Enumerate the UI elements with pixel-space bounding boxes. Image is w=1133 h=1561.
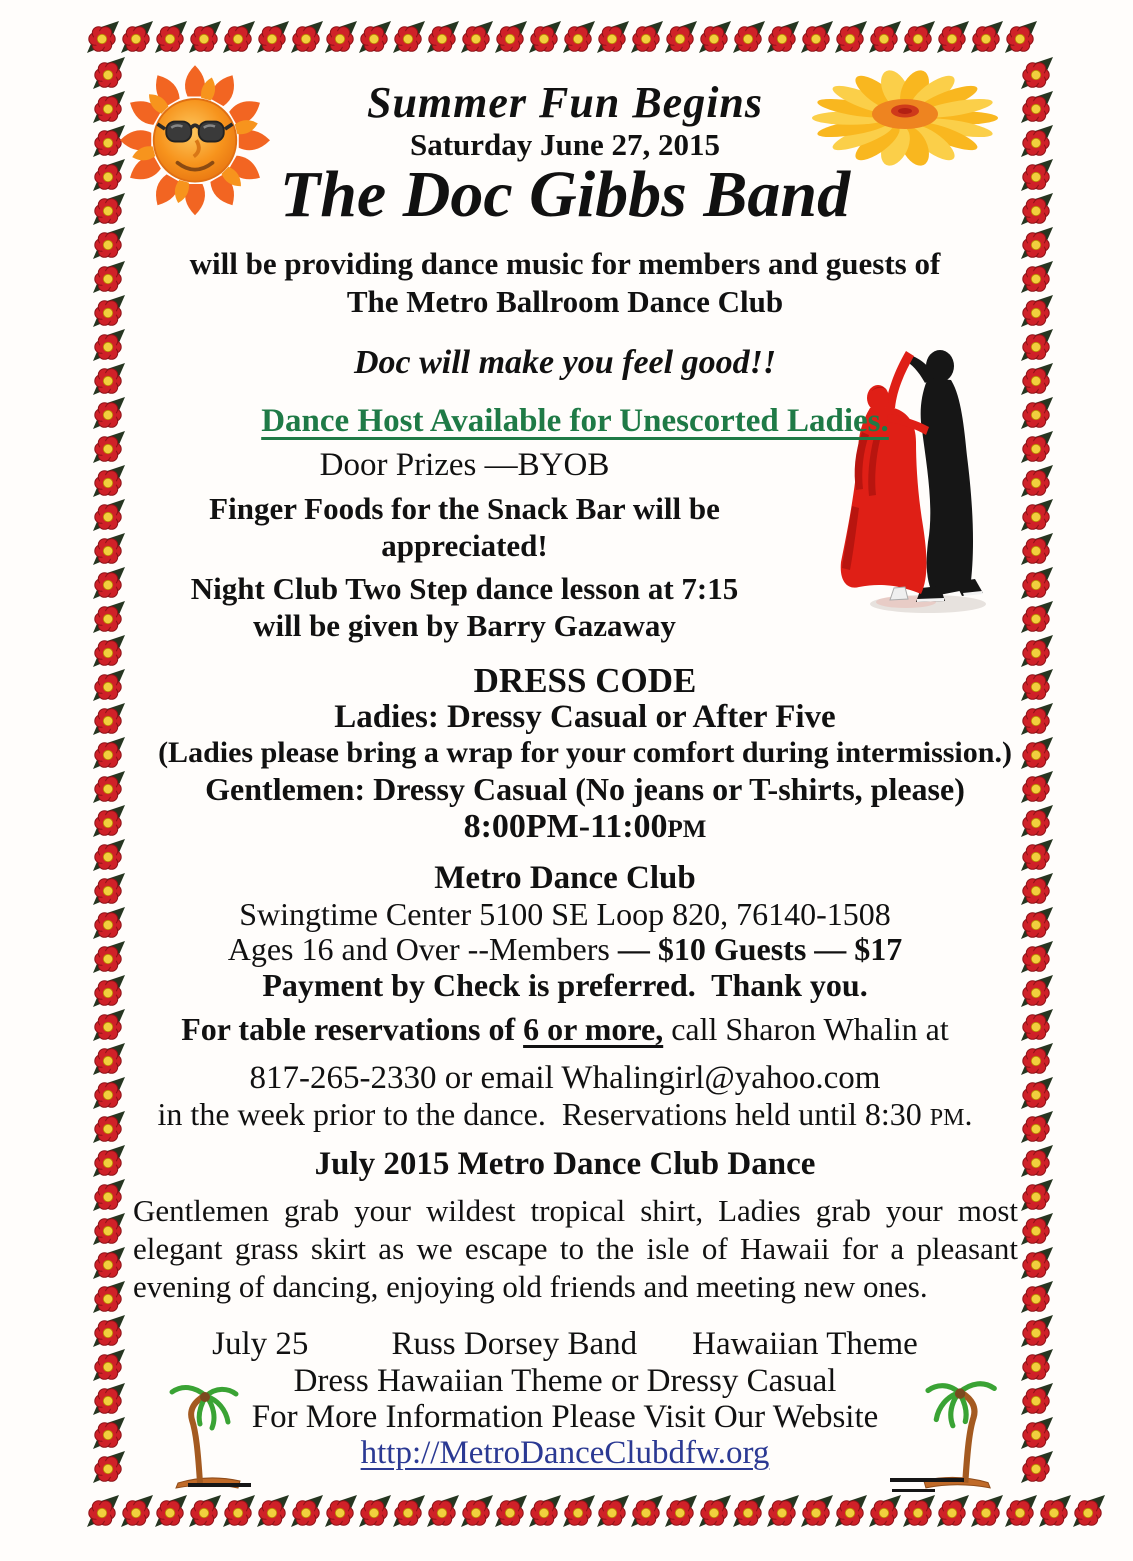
border-flower-icon (596, 20, 630, 54)
border-flower-icon (562, 1494, 596, 1528)
border-flower-icon (732, 1494, 766, 1528)
payment-note: Payment by Check is preferred. Thank you. (262, 967, 868, 1003)
border-flower-icon (188, 1494, 222, 1528)
border-flower-icon (92, 1212, 126, 1246)
border-flower-icon (1020, 532, 1054, 566)
deadline-main: in the week prior to the dance. Reservations held until 8:30 (157, 1096, 930, 1132)
border-flower-icon (528, 20, 562, 54)
dance-lesson-line2: will be given by Barry Gazaway (253, 608, 676, 643)
border-flower-icon (596, 1494, 630, 1528)
reservation-part1: For table reservations of (181, 1011, 524, 1047)
border-flower-icon (1004, 20, 1038, 54)
july-lineup-row (120, 1326, 1010, 1363)
border-flower-icon (1020, 838, 1054, 872)
reservation-party-size: 6 or more, (523, 1011, 664, 1047)
border-flower-icon (392, 20, 426, 54)
border-flower-icon (1020, 1246, 1054, 1280)
border-flower-icon (1020, 498, 1054, 532)
hours-main: 8:00PM-11:00 (463, 808, 668, 845)
border-flower-icon (1020, 1416, 1054, 1450)
border-flower-icon (1020, 1076, 1054, 1110)
border-flower-icon (970, 20, 1004, 54)
border-flower-icon (290, 20, 324, 54)
july-band: Russ Dorsey Band (391, 1326, 638, 1362)
border-bottom (86, 1494, 1106, 1528)
border-flower-icon (698, 1494, 732, 1528)
event-date: Saturday June 27, 2015 (409, 127, 721, 162)
july-dance-heading: July 2015 Metro Dance Club Dance (314, 1146, 816, 1182)
venue-address: Swingtime Center 5100 SE Loop 820, 76140-1508 (239, 896, 891, 932)
border-flower-icon (936, 20, 970, 54)
border-flower-icon (120, 20, 154, 54)
border-flower-icon (902, 20, 936, 54)
border-flower-icon (1020, 396, 1054, 430)
band-name-title: The Doc Gibbs Band (279, 158, 851, 231)
border-flower-icon (1020, 56, 1054, 90)
july-theme: Hawaiian Theme (692, 1326, 918, 1362)
border-flower-icon (1020, 362, 1054, 396)
border-flower-icon (426, 1494, 460, 1528)
border-flower-icon (868, 20, 902, 54)
ground-line-right-short (892, 1489, 935, 1492)
border-flower-icon (92, 396, 126, 430)
ground-line-right-long (890, 1478, 964, 1482)
border-flower-icon (1020, 906, 1054, 940)
dress-code-ladies: Ladies: Dressy Casual or After Five (334, 699, 836, 735)
border-flower-icon (256, 20, 290, 54)
reservation-instructions (120, 1012, 1010, 1048)
border-right (1020, 56, 1054, 1484)
border-flower-icon (1020, 1450, 1054, 1484)
hours-suffix: PM (667, 816, 707, 843)
border-flower-icon (358, 1494, 392, 1528)
border-flower-icon (86, 20, 120, 54)
border-flower-icon (1020, 974, 1054, 1008)
border-flower-icon (188, 20, 222, 54)
border-flower-icon (562, 20, 596, 54)
border-flower-icon (92, 702, 126, 736)
border-flower-icon (92, 464, 126, 498)
dress-code-heading: DRESS CODE (473, 661, 697, 700)
border-flower-icon (154, 20, 188, 54)
july-dress-line: Dress Hawaiian Theme or Dressy Casual (293, 1363, 837, 1399)
border-flower-icon (630, 20, 664, 54)
border-flower-icon (936, 1494, 970, 1528)
border-flower-icon (358, 20, 392, 54)
border-flower-icon (1072, 1494, 1106, 1528)
border-flower-icon (1020, 294, 1054, 328)
border-flower-icon (92, 736, 126, 770)
border-flower-icon (120, 1494, 154, 1528)
border-flower-icon (902, 1494, 936, 1528)
border-flower-icon (1020, 1110, 1054, 1144)
feel-good-slogan: Doc will make you feel good!! (353, 344, 777, 381)
prices-text: — $10 Guests — $17 (617, 931, 903, 967)
border-flower-icon (732, 20, 766, 54)
border-flower-icon (460, 1494, 494, 1528)
border-flower-icon (1004, 1494, 1038, 1528)
deadline-period: . (964, 1096, 973, 1132)
reservation-deadline (120, 1097, 1010, 1133)
ages-and-prices (120, 932, 1010, 968)
border-flower-icon (1020, 1280, 1054, 1314)
border-flower-icon (426, 20, 460, 54)
providing-line: will be providing dance music for members and guests of (189, 246, 941, 281)
border-flower-icon (290, 1494, 324, 1528)
border-flower-icon (92, 430, 126, 464)
border-flower-icon (970, 1494, 1004, 1528)
border-top (86, 20, 1038, 54)
border-flower-icon (92, 1246, 126, 1280)
dress-code-wrap-note: (Ladies please bring a wrap for your comfort during intermission.) (158, 736, 1012, 769)
border-flower-icon (92, 634, 126, 668)
border-flower-icon (256, 1494, 290, 1528)
border-flower-icon (1020, 328, 1054, 362)
border-flower-icon (92, 600, 126, 634)
border-flower-icon (460, 20, 494, 54)
border-flower-icon (154, 1494, 188, 1528)
border-flower-icon (92, 1280, 126, 1314)
border-flower-icon (630, 1494, 664, 1528)
border-flower-icon (92, 668, 126, 702)
border-flower-icon (1020, 702, 1054, 736)
border-flower-icon (834, 1494, 868, 1528)
website-prompt: For More Information Please Visit Our Website (251, 1399, 879, 1435)
border-flower-icon (800, 20, 834, 54)
club-name: The Metro Ballroom Dance Club (346, 284, 784, 319)
border-flower-icon (92, 1178, 126, 1212)
border-flower-icon (1020, 1178, 1054, 1212)
border-flower-icon (1020, 566, 1054, 600)
border-flower-icon (222, 20, 256, 54)
ages-text: Ages 16 and Over --Members (227, 931, 618, 967)
border-flower-icon (392, 1494, 426, 1528)
dress-code-gentlemen: Gentlemen: Dressy Casual (No jeans or T-shirts, please) (205, 771, 965, 807)
border-flower-icon (1020, 90, 1054, 124)
border-flower-icon (766, 20, 800, 54)
border-flower-icon (494, 20, 528, 54)
border-flower-icon (664, 1494, 698, 1528)
event-hours (150, 808, 1020, 846)
contact-phone-email: 817-265-2330 or email Whalingirl@yahoo.com (249, 1060, 881, 1096)
border-flower-icon (324, 1494, 358, 1528)
border-flower-icon (1020, 1348, 1054, 1382)
dance-host-notice: Dance Host Available for Unescorted Ladies. (261, 403, 889, 439)
border-flower-icon (1020, 192, 1054, 226)
door-prizes-line: Door Prizes —BYOB (319, 447, 610, 483)
border-flower-icon (800, 1494, 834, 1528)
border-flower-icon (324, 20, 358, 54)
deadline-suffix: PM (929, 1105, 965, 1131)
website-link[interactable]: http://MetroDanceClubdfw.org (360, 1435, 770, 1471)
border-flower-icon (1020, 804, 1054, 838)
border-flower-icon (1020, 1382, 1054, 1416)
border-flower-icon (1020, 1314, 1054, 1348)
border-flower-icon (868, 1494, 902, 1528)
border-flower-icon (1038, 1494, 1072, 1528)
border-flower-icon (92, 770, 126, 804)
border-flower-icon (766, 1494, 800, 1528)
dance-lesson-line1: Night Club Two Step dance lesson at 7:15 (190, 571, 739, 606)
border-flower-icon (1020, 158, 1054, 192)
border-flower-icon (86, 1494, 120, 1528)
border-flower-icon (698, 20, 732, 54)
july-dance-description: Gentlemen grab your wildest tropical shirt, Ladies grab your most elegant grass skirt as we escape to the isle of Hawaii for a pleasant evening of dancing, enjoying old friends and meeting new ones. (133, 1193, 1018, 1305)
border-flower-icon (1020, 124, 1054, 158)
border-flower-icon (1020, 430, 1054, 464)
border-flower-icon (1020, 940, 1054, 974)
finger-foods-line1: Finger Foods for the Snack Bar will be (209, 491, 720, 526)
border-flower-icon (1020, 634, 1054, 668)
border-flower-icon (664, 20, 698, 54)
border-flower-icon (92, 532, 126, 566)
border-flower-icon (92, 804, 126, 838)
border-flower-icon (92, 498, 126, 532)
border-flower-icon (222, 1494, 256, 1528)
venue-name: Metro Dance Club (434, 860, 696, 896)
border-flower-icon (528, 1494, 562, 1528)
border-flower-icon (1020, 1144, 1054, 1178)
border-flower-icon (1020, 736, 1054, 770)
website-link-line (120, 1435, 1010, 1472)
border-flower-icon (1020, 668, 1054, 702)
border-flower-icon (834, 20, 868, 54)
finger-foods-line2: appreciated! (381, 528, 548, 563)
ground-line-left (188, 1483, 251, 1487)
july-date: July 25 (212, 1326, 309, 1362)
tagline: Summer Fun Begins (366, 78, 764, 127)
border-flower-icon (1020, 260, 1054, 294)
border-flower-icon (1020, 872, 1054, 906)
border-flower-icon (1020, 1212, 1054, 1246)
border-flower-icon (1020, 464, 1054, 498)
border-flower-icon (494, 1494, 528, 1528)
border-flower-icon (1020, 1008, 1054, 1042)
reservation-part3: call Sharon Whalin at (663, 1011, 949, 1047)
border-flower-icon (1020, 600, 1054, 634)
border-flower-icon (1020, 226, 1054, 260)
border-flower-icon (1020, 770, 1054, 804)
border-flower-icon (92, 566, 126, 600)
border-flower-icon (1020, 1042, 1054, 1076)
